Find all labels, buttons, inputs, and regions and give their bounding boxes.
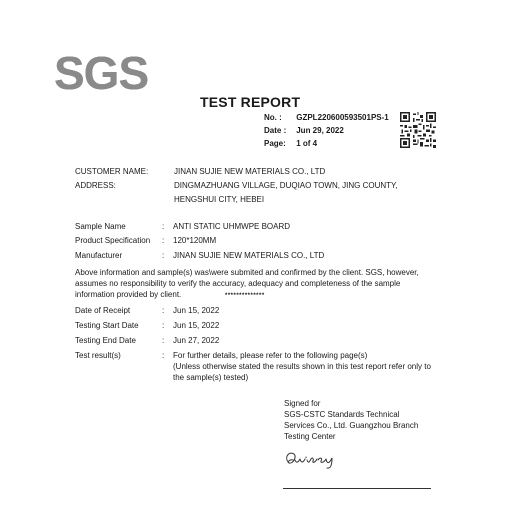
signed-for-block bbox=[284, 398, 418, 442]
report-title: TEST REPORT bbox=[200, 94, 301, 110]
colon: : bbox=[162, 222, 165, 231]
colon: : bbox=[162, 336, 165, 345]
report-date-label: Date : bbox=[264, 126, 287, 135]
report-number bbox=[264, 113, 389, 122]
report-date-value: Jun 29, 2022 bbox=[296, 126, 344, 135]
report-number-value: GZPL220600593501PS-1 bbox=[296, 113, 389, 122]
signed-for-line: Services Co., Ltd. Guangzhou Branch bbox=[284, 421, 419, 430]
report-page-label: Page: bbox=[264, 139, 286, 148]
signed-for-line: Testing Center bbox=[284, 432, 336, 441]
testing-end-label: Testing End Date bbox=[75, 336, 136, 345]
customer-name-label: CUSTOMER NAME: bbox=[75, 167, 149, 176]
sample-name-value: ANTI STATIC UHMWPE BOARD bbox=[173, 222, 291, 231]
receipt-date-label: Date of Receipt bbox=[75, 306, 131, 315]
disclaimer-line: Above information and sample(s) was\were submited and confirmed by the client. SGS, however, bbox=[75, 268, 419, 277]
customer-name-value: JINAN SUJIE NEW MATERIALS CO., LTD bbox=[174, 167, 326, 176]
colon: : bbox=[162, 351, 165, 360]
product-spec-label: Product Specification bbox=[75, 236, 151, 245]
signed-for-line: SGS-CSTC Standards Technical bbox=[284, 410, 400, 419]
product-spec-value: 120*120MM bbox=[173, 236, 217, 245]
disclaimer-line: assumes no responsibility to verify the accuracy, adequacy and completeness of the sample bbox=[75, 279, 401, 288]
colon: : bbox=[162, 306, 165, 315]
report-number-label: No. : bbox=[264, 113, 282, 122]
testing-start-value: Jun 15, 2022 bbox=[173, 321, 220, 330]
colon: : bbox=[162, 236, 165, 245]
sgs-logo bbox=[48, 46, 149, 99]
address-line-2: HENGSHUI CITY, HEBEI bbox=[174, 195, 265, 204]
signed-for-line: Signed for bbox=[284, 399, 321, 408]
colon: : bbox=[162, 251, 165, 260]
handwritten-signature bbox=[282, 448, 342, 470]
qr-code-icon bbox=[400, 112, 436, 148]
report-date bbox=[264, 126, 344, 135]
receipt-date-value: Jun 15, 2022 bbox=[173, 306, 220, 315]
testing-start-label: Testing Start Date bbox=[75, 321, 139, 330]
test-result-text bbox=[173, 350, 443, 383]
sgs-logo-text: SGS bbox=[54, 47, 149, 99]
test-result-label: Test result(s) bbox=[75, 351, 121, 360]
report-page-value: 1 of 4 bbox=[296, 139, 318, 148]
colon: : bbox=[162, 321, 165, 330]
address-line-1: DINGMAZHUANG VILLAGE, DUQIAO TOWN, JING COUNTY, bbox=[174, 181, 398, 190]
testing-end-value: Jun 27, 2022 bbox=[173, 336, 220, 345]
test-result-line: the sample(s) tested) bbox=[173, 373, 249, 382]
manufacturer-label: Manufacturer bbox=[75, 251, 123, 260]
signature-line bbox=[283, 488, 431, 489]
report-page bbox=[264, 139, 317, 148]
manufacturer-value: JINAN SUJIE NEW MATERIALS CO., LTD bbox=[173, 251, 325, 260]
address-label: ADDRESS: bbox=[75, 181, 116, 190]
disclaimer-line: information provided by client. bbox=[75, 290, 182, 299]
test-result-line: (Unless otherwise stated the results shown in this test report refer only to bbox=[173, 362, 431, 371]
test-result-line: For further details, please refer to the following page(s) bbox=[173, 351, 368, 360]
separator-stars: ************** bbox=[225, 293, 265, 299]
sample-name-label: Sample Name bbox=[75, 222, 126, 231]
